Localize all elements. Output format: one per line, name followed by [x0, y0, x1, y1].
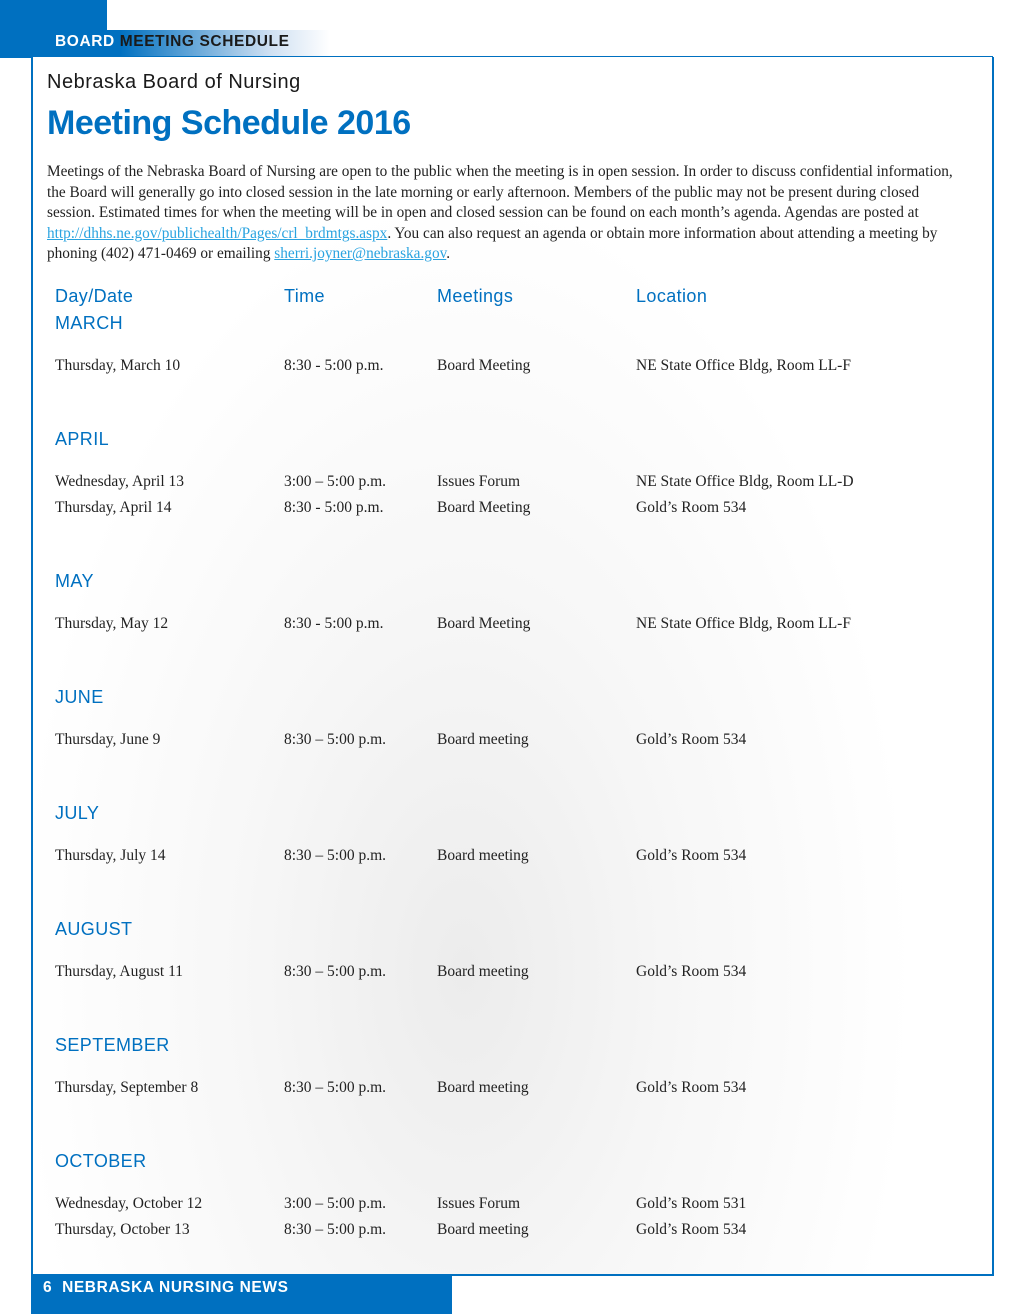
cell-meeting: Board meeting	[437, 1079, 529, 1096]
cell-location: Gold’s Room 534	[636, 963, 747, 980]
cell-date: Thursday, May 12	[55, 615, 169, 632]
cell-location: NE State Office Bldg, Room LL-F	[636, 357, 851, 374]
cell-time: 8:30 – 5:00 p.m.	[284, 963, 387, 980]
cell-time: 8:30 – 5:00 p.m.	[284, 1079, 387, 1096]
agenda-link[interactable]: http://dhhs.ne.gov/publichealth/Pages/crl_brdmtgs.aspx	[47, 224, 388, 242]
cell-meeting: Board meeting	[437, 963, 529, 980]
schedule-table	[55, 284, 955, 1291]
month-label: JULY	[55, 803, 100, 823]
section-label-white: BOARD	[55, 33, 115, 50]
cell-time: 8:30 – 5:00 p.m.	[284, 731, 387, 748]
month-section	[55, 917, 955, 988]
intro-text: .	[446, 245, 451, 262]
table-row	[55, 962, 955, 988]
intro-text: . You can also request an agenda or obtain more information about attending a meeting by phoning (402) 471-0469 or emailing	[47, 224, 938, 262]
table-row	[55, 1078, 955, 1104]
cell-location: NE State Office Bldg, Room LL-F	[636, 615, 851, 632]
cell-meeting: Issues Forum	[437, 473, 521, 490]
month-section	[55, 569, 955, 640]
month-label: MARCH	[55, 313, 123, 333]
section-label-dark: MEETING SCHEDULE	[119, 33, 290, 50]
cell-date: Thursday, July 14	[55, 847, 166, 864]
cell-time: 8:30 – 5:00 p.m.	[284, 1221, 387, 1238]
cell-location: Gold’s Room 534	[636, 731, 747, 748]
table-row	[55, 1220, 955, 1246]
month-label: JUNE	[55, 687, 104, 707]
email-link[interactable]: sherri.joyner@nebraska.gov	[274, 245, 447, 262]
cell-location: Gold’s Room 534	[636, 499, 747, 516]
cell-date: Thursday, April 14	[55, 499, 172, 516]
cell-meeting: Board meeting	[437, 1221, 529, 1238]
cell-meeting: Board Meeting	[437, 499, 531, 516]
cell-date: Wednesday, April 13	[55, 473, 185, 490]
month-section	[55, 427, 955, 524]
cell-date: Thursday, June 9	[55, 731, 161, 748]
page-number: 6	[43, 1279, 53, 1296]
cell-time: 3:00 – 5:00 p.m.	[284, 473, 387, 490]
cell-date: Thursday, March 10	[55, 357, 181, 374]
cell-meeting: Board Meeting	[437, 357, 531, 374]
cell-date: Thursday, August 11	[55, 963, 184, 980]
cell-location: Gold’s Room 531	[636, 1195, 747, 1212]
cell-location: Gold’s Room 534	[636, 1079, 747, 1096]
cell-location: NE State Office Bldg, Room LL-D	[636, 473, 854, 490]
cell-time: 8:30 – 5:00 p.m.	[284, 847, 387, 864]
section-label	[55, 33, 290, 51]
intro-paragraph	[47, 162, 957, 265]
column-header-location: Location	[636, 286, 708, 306]
table-row	[55, 730, 955, 756]
month-label: APRIL	[55, 429, 110, 449]
month-section	[55, 311, 955, 382]
column-header-meetings: Meetings	[437, 286, 514, 306]
table-header	[55, 284, 955, 311]
intro-text: Meetings of the Nebraska Board of Nursing are open to the public when the meeting is in open session. In order to discuss confidential information, the Board will generally go into closed session in the late morning or early afternoon. Members of the public may not be present during closed session. Estimated times for when the meeting will be in open and closed session can be found on each month’s agenda. Agendas are posted at	[47, 163, 953, 221]
month-label: OCTOBER	[55, 1151, 147, 1171]
cell-meeting: Board Meeting	[437, 615, 531, 632]
cell-location: Gold’s Room 534	[636, 1221, 747, 1238]
month-section	[55, 801, 955, 872]
cell-meeting: Board meeting	[437, 731, 529, 748]
month-label: SEPTEMBER	[55, 1035, 170, 1055]
column-header-time: Time	[284, 286, 325, 306]
month-label: MAY	[55, 571, 94, 591]
table-row	[55, 1194, 955, 1220]
page-footer	[31, 1276, 452, 1314]
cell-date: Wednesday, October 12	[55, 1195, 203, 1212]
page-title: Meeting Schedule 2016	[47, 104, 411, 142]
cell-time: 3:00 – 5:00 p.m.	[284, 1195, 387, 1212]
organization-name: Nebraska Board of Nursing	[47, 71, 301, 93]
cell-location: Gold’s Room 534	[636, 847, 747, 864]
month-section	[55, 1149, 955, 1246]
month-section	[55, 685, 955, 756]
cell-meeting: Issues Forum	[437, 1195, 521, 1212]
table-row	[55, 498, 955, 524]
publication-name: NEBRASKA NURSING NEWS	[62, 1279, 289, 1296]
table-row	[55, 846, 955, 872]
cell-meeting: Board meeting	[437, 847, 529, 864]
table-row	[55, 356, 955, 382]
cell-time: 8:30 - 5:00 p.m.	[284, 357, 384, 374]
table-row	[55, 472, 955, 498]
column-header-date: Day/Date	[55, 286, 134, 306]
cell-time: 8:30 - 5:00 p.m.	[284, 615, 384, 632]
cell-date: Thursday, October 13	[55, 1221, 190, 1238]
month-label: AUGUST	[55, 919, 133, 939]
month-section	[55, 1033, 955, 1104]
cell-time: 8:30 - 5:00 p.m.	[284, 499, 384, 516]
cell-date: Thursday, September 8	[55, 1079, 199, 1096]
table-row	[55, 614, 955, 640]
